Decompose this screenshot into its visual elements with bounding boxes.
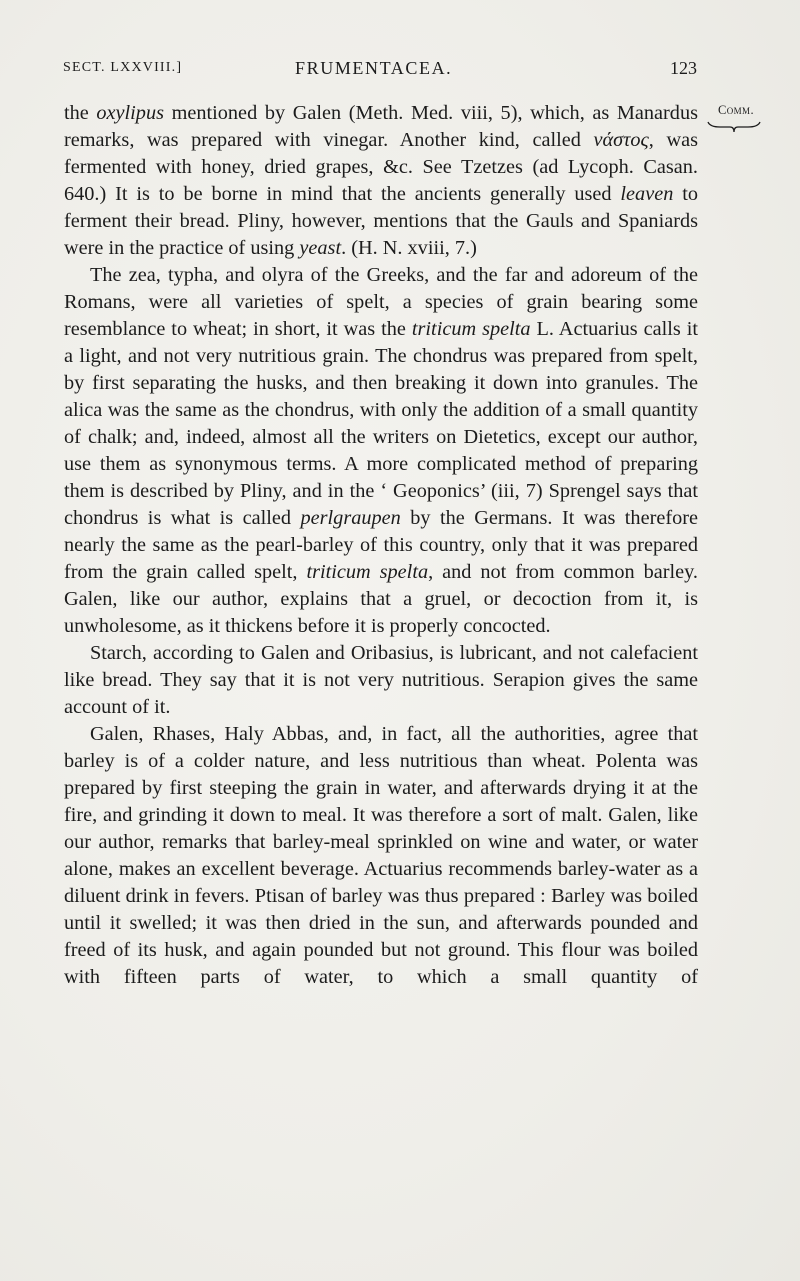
text-run: The zea, typha, and olyra of the Greeks, and the far and adoreum of the Romans, were all varieties of spelt, a species of grain bearing some resemblance to wheat; in short, it was the bbox=[64, 264, 698, 340]
running-head bbox=[63, 58, 697, 82]
margin-note bbox=[706, 103, 766, 118]
paragraph-1 bbox=[64, 100, 698, 262]
text-run: L. Actuarius calls it a light, and not very nutritious grain. The chondrus was prepared from spelt, by first separating the husks, and then breaking it down into granules. The alica was the same as the chondrus, with only the addition of a small quantity of chalk; and, indeed, almost all the writers on Dietetics, except our author, use them as synonymous terms. A more complicated method of preparing them is described by Pliny, and in the ‘ Geoponics’ (iii, 7) Sprengel says that chondrus is what is called bbox=[64, 318, 699, 529]
paragraph-2 bbox=[64, 262, 698, 640]
text-run: mentioned by Galen (Meth. Med. viii, 5), which, as Manardus remarks, was prepared with vinegar. Another kind, called bbox=[64, 102, 698, 151]
italic-term: oxylipus bbox=[96, 102, 164, 124]
italic-term: leaven bbox=[620, 183, 674, 205]
italic-term: triticum spelta bbox=[411, 318, 531, 340]
section-label: SECT. LXXVIII.] bbox=[63, 60, 183, 75]
italic-term: νάστος bbox=[593, 129, 649, 151]
page-number: 123 bbox=[670, 58, 697, 78]
margin-brace bbox=[706, 120, 762, 134]
text-run: the bbox=[64, 102, 97, 124]
paragraph-4 bbox=[64, 721, 698, 991]
text-run: , was fermented with honey, dried grapes, &c. See Tzetzes (ad Lycoph. Casan. 640.) It is to be borne in mind that the ancients generally used bbox=[64, 129, 698, 205]
italic-term: yeast bbox=[299, 237, 342, 259]
italic-term: triticum spelta bbox=[306, 561, 429, 583]
text-run: Galen, Rhases, Haly Abbas, and, in fact, all the authorities, agree that barley is of a colder nature, and less nutritious than wheat. Polenta was prepared by first steeping the grain in water, and afterwards drying it at the fire, and grinding it down to meal. It was therefore a sort of malt. Galen, like our author, remarks that barley-meal sprinkled on wine and water, or water alone, makes an excellent beverage. Actuarius recommends barley-water as a diluent drink in fevers. Ptisan of barley was thus prepared : Barley was boiled until it swelled; it was then dried in the sun, and afterwards pounded and freed of its husk, and again pounded but not ground. This flour was boiled with fifteen parts of water, to which a small quantity of bbox=[64, 723, 698, 988]
body-text bbox=[64, 100, 698, 991]
margin-note-text: Comm. bbox=[718, 103, 754, 117]
text-run: Starch, according to Galen and Oribasius, is lubricant, and not calefacient like bread. They say that it is not very nutritious. Serapion gives the same account of it. bbox=[64, 642, 698, 718]
italic-term: perlgraupen bbox=[300, 507, 401, 529]
text-run: by the Germans. It was therefore nearly the same as the pearl-barley of this country, only that it was prepared from the grain called spelt, bbox=[64, 507, 698, 583]
paragraph-3 bbox=[64, 640, 698, 721]
chapter-title: FRUMENTACEA. bbox=[295, 58, 453, 78]
text-run: . (H. N. xviii, 7.) bbox=[341, 237, 477, 259]
text-run: to ferment their bread. Pliny, however, mentions that the Gauls and Spaniards were in the practice of using bbox=[64, 183, 698, 259]
text-run: , and not from common barley. Galen, like our author, explains that a gruel, or decoction from it, is unwholesome, as it thickens before it is properly concocted. bbox=[64, 561, 699, 637]
